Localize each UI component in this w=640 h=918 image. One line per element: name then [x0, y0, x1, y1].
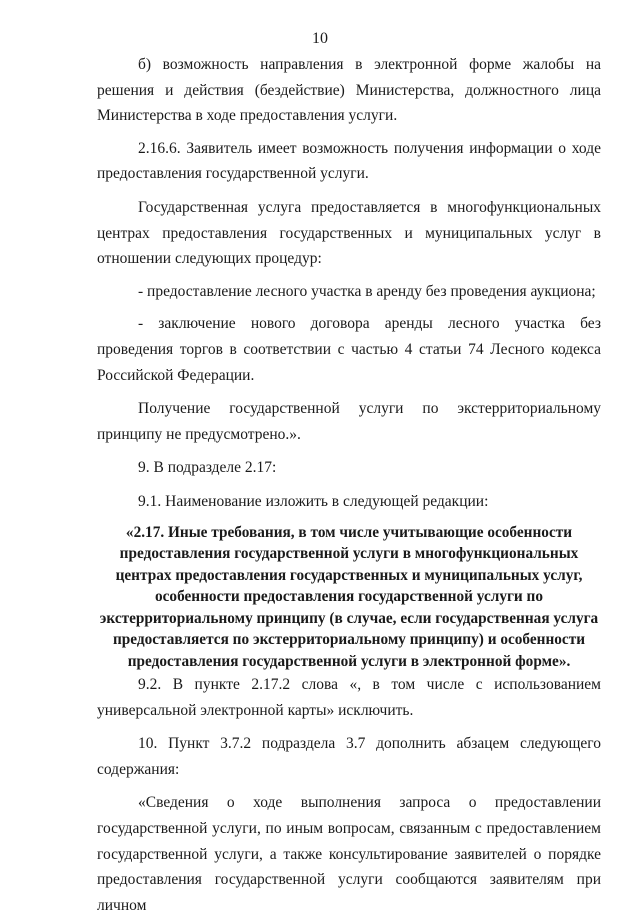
paragraph-item-9-1: 9.1. Наименование изложить в следующей редакции:	[138, 492, 489, 510]
section-title-line: предоставляется по экстерриториальному принципу) и особенности	[112, 631, 586, 648]
paragraph-list-item-lease: - предоставление лесного участка в аренду без проведения аукциона;	[138, 282, 596, 300]
paragraph-complaint: б) возможность направления в электронной форме жалобы на решения и действия (бездействие) Министерства, должностного лица Министерства в ходе предоставления услуги.	[97, 56, 601, 125]
section-title-line: особенности предоставления государственной услуги по	[154, 588, 544, 605]
paragraph-extraterritorial: Получение государственной услуги по экстерриториальному принципу не предусмотрено.».	[97, 400, 601, 443]
section-title-line: экстерриториальному принципу (в случае, если государственная услуга	[99, 609, 599, 627]
section-title-line: центрах предоставления государственных и муниципальных услуг,	[115, 566, 583, 584]
paragraph-mfc-procedures: Государственная услуга предоставляется в многофункциональных центрах предоставления государственных и муниципальных услуг в отношении следующих процедур:	[97, 198, 601, 268]
section-title-line: «2.17. Иные требования, в том числе учитывающие особенности	[125, 523, 573, 541]
document-body	[97, 52, 601, 918]
paragraph-status-info: «Сведения о ходе выполнения запроса о предоставлении государственной услуги, по иным вопросам, связанным с предоставлением государственной услуги, а также консультирование заявителей о порядке предоставления государственной услуги сообщаются заявителям при личном	[97, 794, 601, 914]
paragraph-list-item-new-contract: - заключение нового договора аренды лесного участка без проведения торгов в соответствии с частью 4 статьи 74 Лесного кодекса Российской Федерации.	[97, 315, 601, 384]
paragraph-item-10: 10. Пункт 3.7.2 подраздела 3.7 дополнить абзацем следующего содержания:	[97, 735, 601, 778]
paragraph-item-9-2: 9.2. В пункте 2.17.2 слова «, в том числе с использованием универсальной электронной карты» исключить.	[97, 676, 601, 719]
section-title-line: предоставления государственной услуги в многофункциональных	[119, 545, 579, 562]
paragraph-2-16-6: 2.16.6. Заявитель имеет возможность получения информации о ходе предоставления государственной услуги.	[97, 139, 601, 183]
section-title-line: предоставления государственной услуги в электронной форме».	[127, 652, 571, 670]
page-number: 10	[312, 30, 328, 47]
section-2-17-title	[97, 522, 601, 673]
paragraph-item-9: 9. В подразделе 2.17:	[138, 459, 277, 477]
